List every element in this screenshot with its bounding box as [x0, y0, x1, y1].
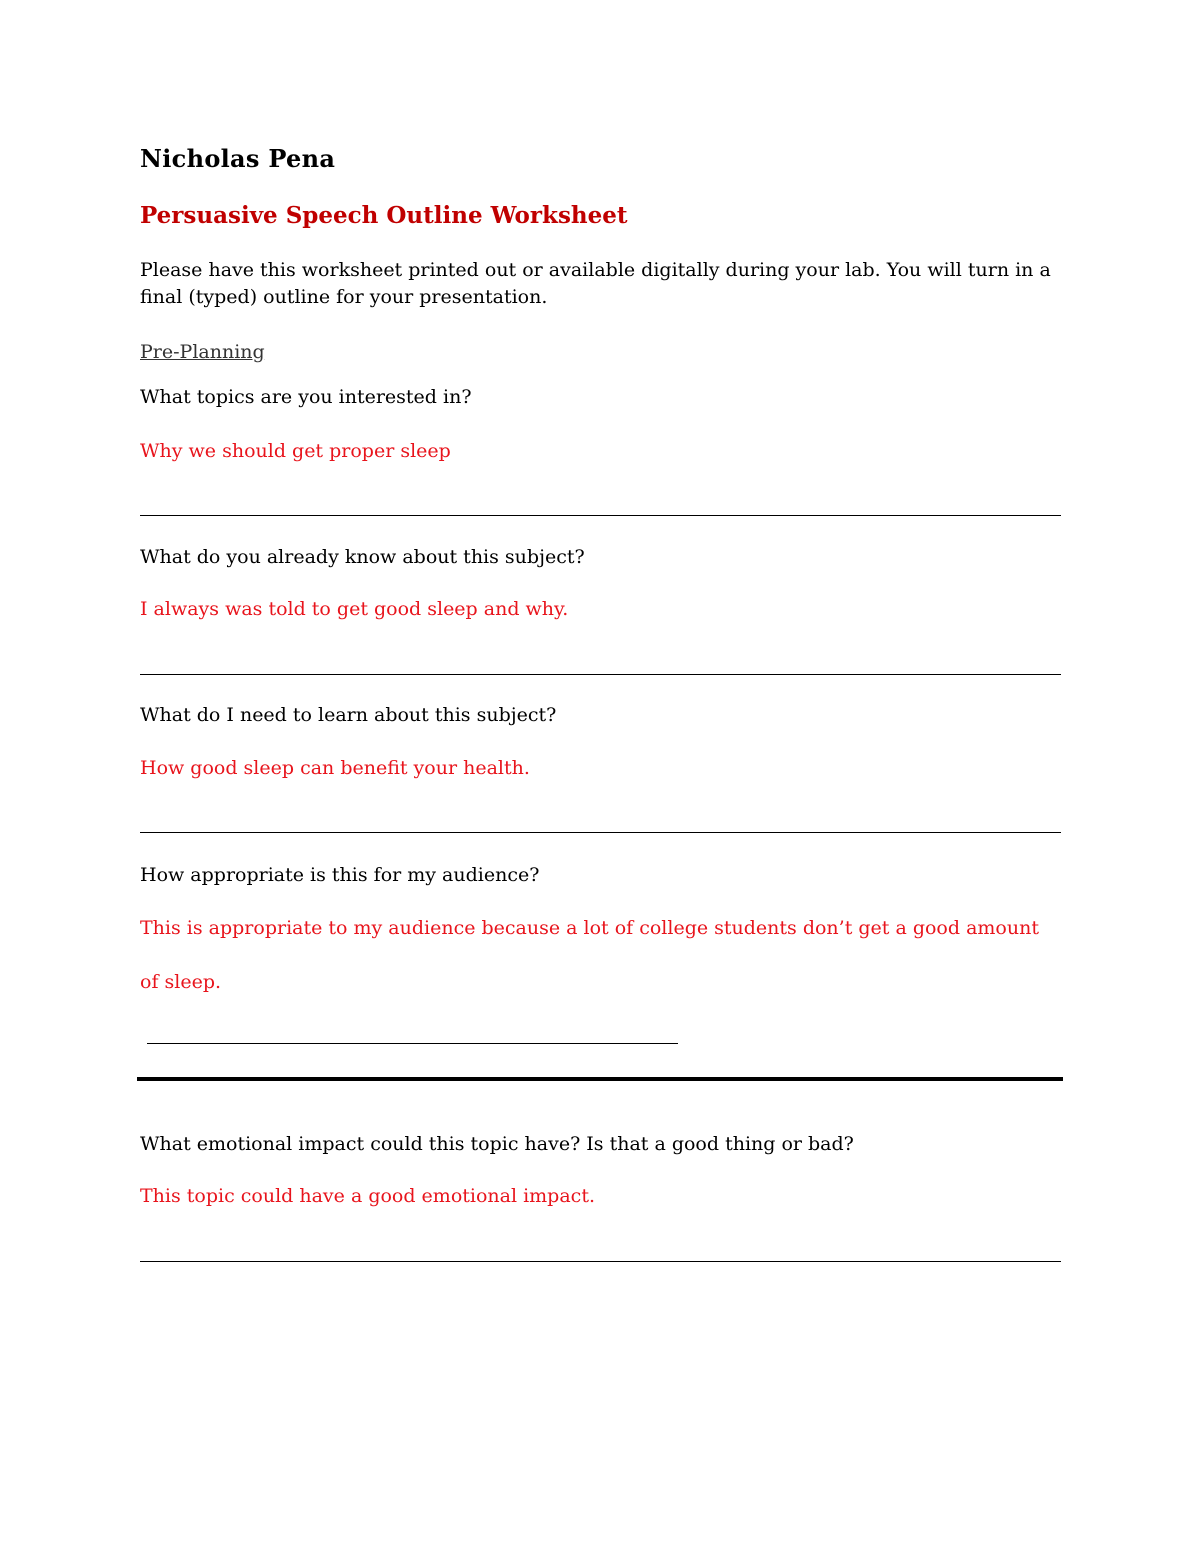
answer-line: [140, 515, 1061, 516]
question-topics: What topics are you interested in?: [140, 386, 472, 408]
answer-line-short: [147, 1043, 678, 1044]
answer-topics: Why we should get proper sleep: [140, 440, 451, 462]
answer-emotional-impact: This topic could have a good emotional impact.: [140, 1185, 595, 1207]
instructions-paragraph: Please have this worksheet printed out or available digitally during your lab. You will turn in a final (typed) outline for your presentation.: [140, 259, 1051, 308]
question-need-to-learn: What do I need to learn about this subject?: [140, 704, 557, 726]
question-emotional-impact: What emotional impact could this topic have? Is that a good thing or bad?: [140, 1133, 854, 1155]
section-divider: [137, 1077, 1063, 1081]
answer-line: [140, 674, 1061, 675]
answer-line: [140, 1261, 1061, 1262]
section-heading-pre-planning: Pre-Planning: [140, 341, 265, 363]
answer-appropriate: This is appropriate to my audience because a lot of college students don’t get a good amount of sleep.: [140, 917, 1039, 993]
question-appropriate: How appropriate is this for my audience?: [140, 864, 540, 886]
question-already-know: What do you already know about this subject?: [140, 546, 585, 568]
answer-already-know: I always was told to get good sleep and why.: [140, 598, 569, 620]
answer-need-to-learn: How good sleep can benefit your health.: [140, 757, 530, 779]
author-name: Nicholas Pena: [140, 144, 336, 173]
answer-line: [140, 832, 1061, 833]
worksheet-title: Persuasive Speech Outline Worksheet: [140, 202, 628, 229]
